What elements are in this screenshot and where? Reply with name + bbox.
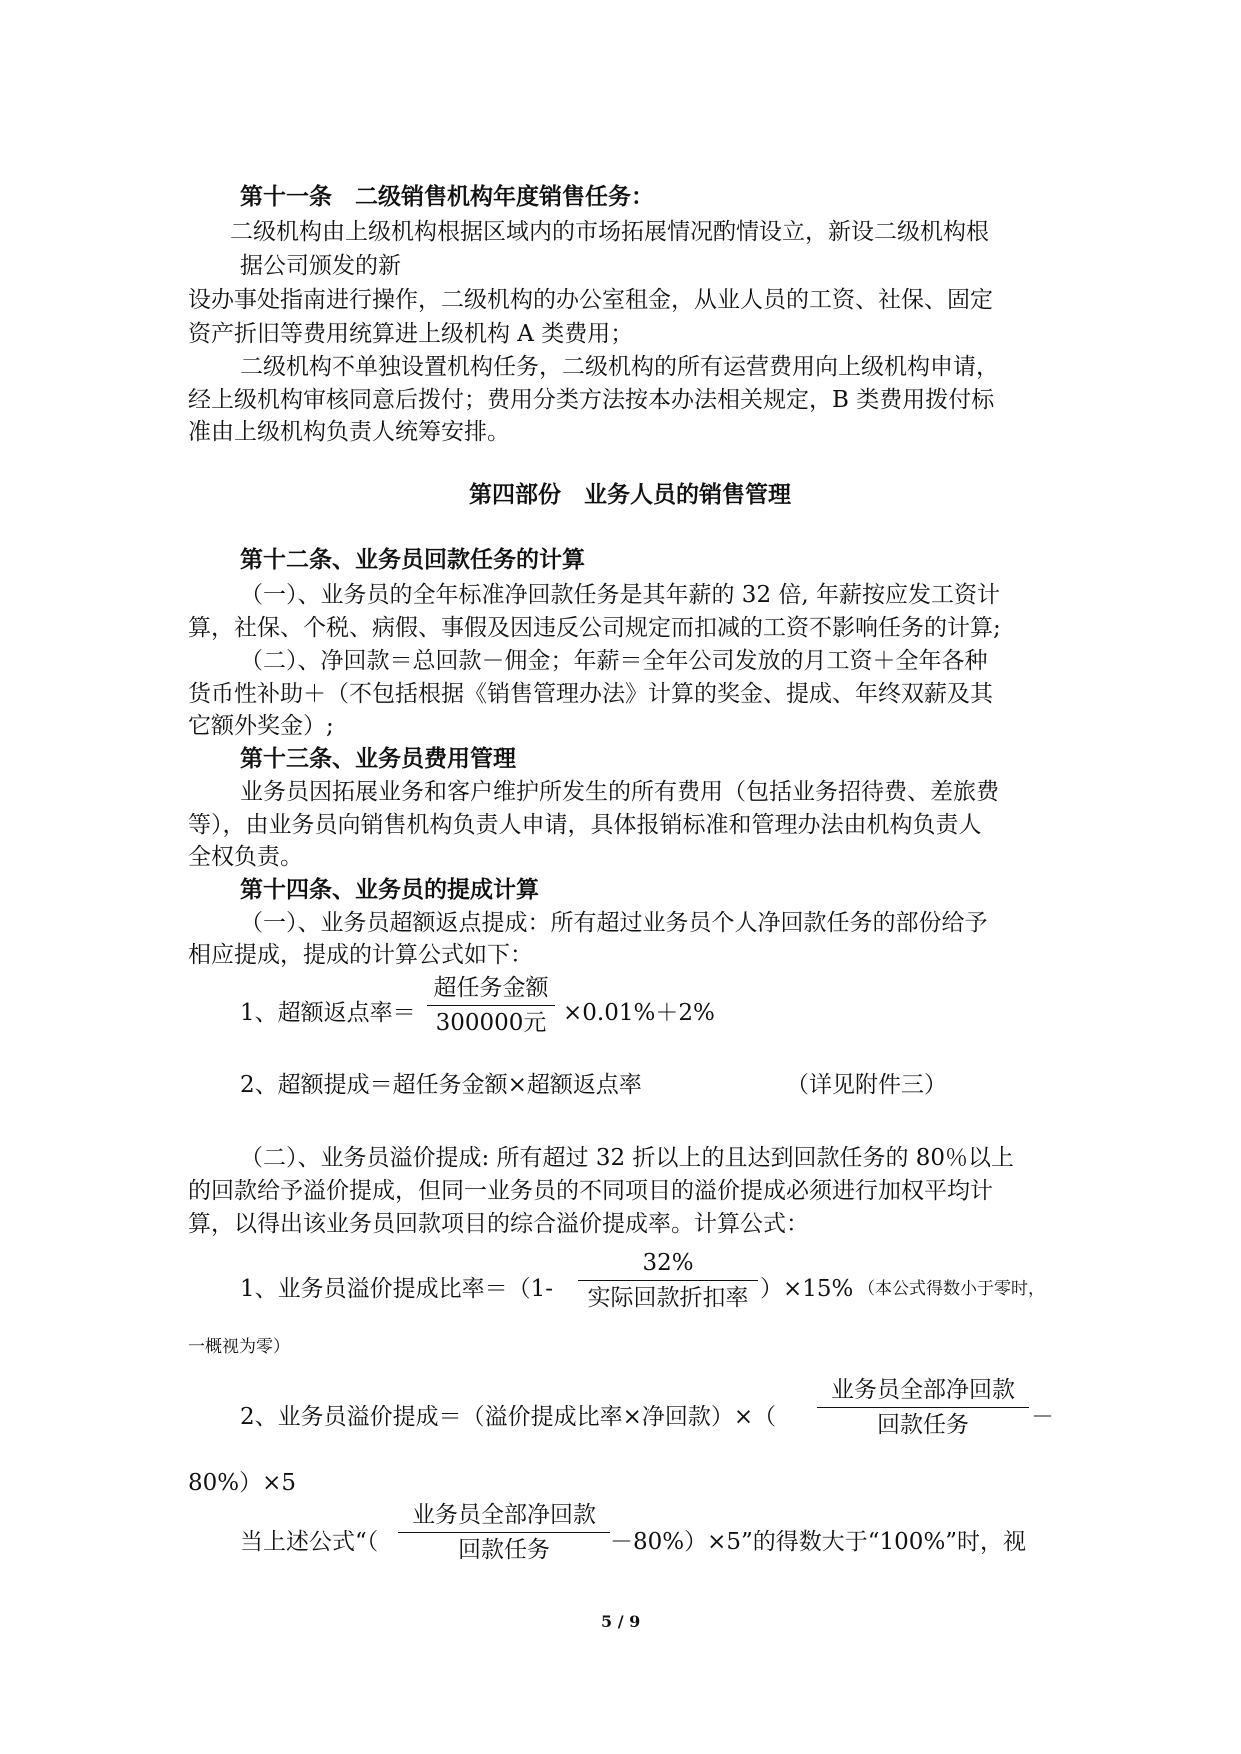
fraction-numerator: 超任务金额	[433, 975, 549, 1001]
paragraph-line: 算，以得出该业务员回款项目的综合溢价提成率。计算公式：	[188, 1211, 809, 1237]
fraction-bar	[578, 1280, 758, 1281]
paragraph-line: （一）、业务员超额返点提成：所有超过业务员个人净回款任务的部份给予	[240, 910, 988, 936]
formula-g1-note: （本公式得数小于零时，	[858, 1279, 1045, 1299]
section-14-title: 第十四条、业务员的提成计算	[240, 876, 539, 903]
part-4-heading: 第四部份 业务人员的销售管理	[469, 481, 791, 508]
paragraph-line: 相应提成，提成的计算公式如下：	[188, 942, 533, 968]
section-12-title: 第十二条、业务员回款任务的计算	[240, 546, 585, 573]
paragraph-line: 业务员因拓展业务和客户维护所发生的所有费用（包括业务招待费、差旅费	[240, 779, 999, 805]
fraction-denominator: 实际回款折扣率	[587, 1285, 749, 1311]
paragraph-line: （一）、业务员的全年标准净回款任务是其年薪的 32 倍, 年薪按应发工资计	[240, 582, 1001, 608]
fraction-denominator: 300000元	[435, 1010, 547, 1036]
paragraph-line: 经上级机构审核同意后拨付；费用分类方法按本办法相关规定，B 类费用拨付标	[188, 387, 995, 413]
fraction-bar	[427, 1005, 555, 1006]
page-number: 5 / 9	[601, 1612, 641, 1631]
formula-g1-fraction	[578, 1247, 758, 1314]
fraction-bar	[398, 1532, 610, 1533]
formula-g1-prefix: 1、业务员溢价提成比率＝（1-	[240, 1276, 554, 1302]
formula-g3-suffix: －80%）×5”的得数大于“100%”时，视	[610, 1529, 1027, 1555]
formula-g2-fraction	[817, 1374, 1029, 1441]
formula-1-suffix: ×0.01%＋2%	[563, 1000, 715, 1026]
fraction-numerator: 业务员全部净回款	[831, 1377, 1015, 1403]
formula-1-fraction	[427, 972, 555, 1039]
fraction-denominator: 回款任务	[877, 1412, 969, 1438]
paragraph-line: 据公司颁发的新	[240, 253, 401, 279]
paragraph-line: 准由上级机构负责人统筹安排。	[188, 419, 510, 445]
formula-g1-suffix: ）×15%	[760, 1276, 854, 1302]
section-13-title: 第十三条、业务员费用管理	[240, 745, 516, 772]
formula-g2-suffix: －	[1031, 1404, 1054, 1430]
paragraph-line: （二）、净回款＝总回款－佣金；年薪＝全年公司发放的月工资＋全年各种	[240, 648, 988, 674]
paragraph-line: 的回款给予溢价提成，但同一业务员的不同项目的溢价提成必须进行加权平均计	[188, 1178, 993, 1204]
formula-g1-note-continued: 一概视为零）	[188, 1337, 290, 1357]
formula-g3-fraction	[398, 1499, 610, 1566]
paragraph-line: 资产折旧等费用统算进上级机构 A 类费用；	[188, 321, 634, 347]
section-11-title: 第十一条 二级销售机构年度销售任务：	[240, 183, 654, 210]
formula-2-text: 2、超额提成＝超任务金额×超额返点率	[240, 1072, 642, 1098]
formula-g2-continued: 80%）×5	[188, 1470, 297, 1496]
fraction-denominator: 回款任务	[458, 1537, 550, 1563]
paragraph-line: 等），由业务员向销售机构负责人申请，具体报销标准和管理办法由机构负责人	[188, 812, 982, 838]
paragraph-line: 它额外奖金）;	[188, 713, 334, 739]
paragraph-line: 全权负责。	[188, 844, 303, 870]
paragraph-line: 算，社保、个税、病假、事假及因违反公司规定而扣减的工资不影响任务的计算;	[188, 615, 1001, 641]
fraction-numerator: 业务员全部净回款	[412, 1502, 596, 1528]
fraction-bar	[817, 1407, 1029, 1408]
paragraph-line: 货币性补助＋（不包括根据《销售管理办法》计算的奖金、提成、年终双薪及其	[188, 681, 993, 707]
paragraph-line: 二级机构不单独设置机构任务，二级机构的所有运营费用向上级机构申请，	[240, 354, 999, 380]
formula-1-prefix: 1、超额返点率＝	[240, 1000, 416, 1026]
paragraph-line: 二级机构由上级机构根据区域内的市场拓展情况酌情设立，新设二级机构根	[230, 219, 989, 245]
paragraph-line: 设办事处指南进行操作，二级机构的办公室租金，从业人员的工资、社保、固定	[188, 287, 993, 313]
formula-g3-prefix: 当上述公式“（	[240, 1529, 379, 1555]
formula-g2-prefix: 2、业务员溢价提成＝（溢价提成比率×净回款）×（	[240, 1404, 777, 1430]
fraction-numerator: 32%	[642, 1250, 694, 1276]
formula-2-note: （详见附件三）	[786, 1072, 947, 1098]
paragraph-line: （二）、业务员溢价提成: 所有超过 32 折以上的且达到回款任务的 80％以上	[240, 1145, 1015, 1171]
